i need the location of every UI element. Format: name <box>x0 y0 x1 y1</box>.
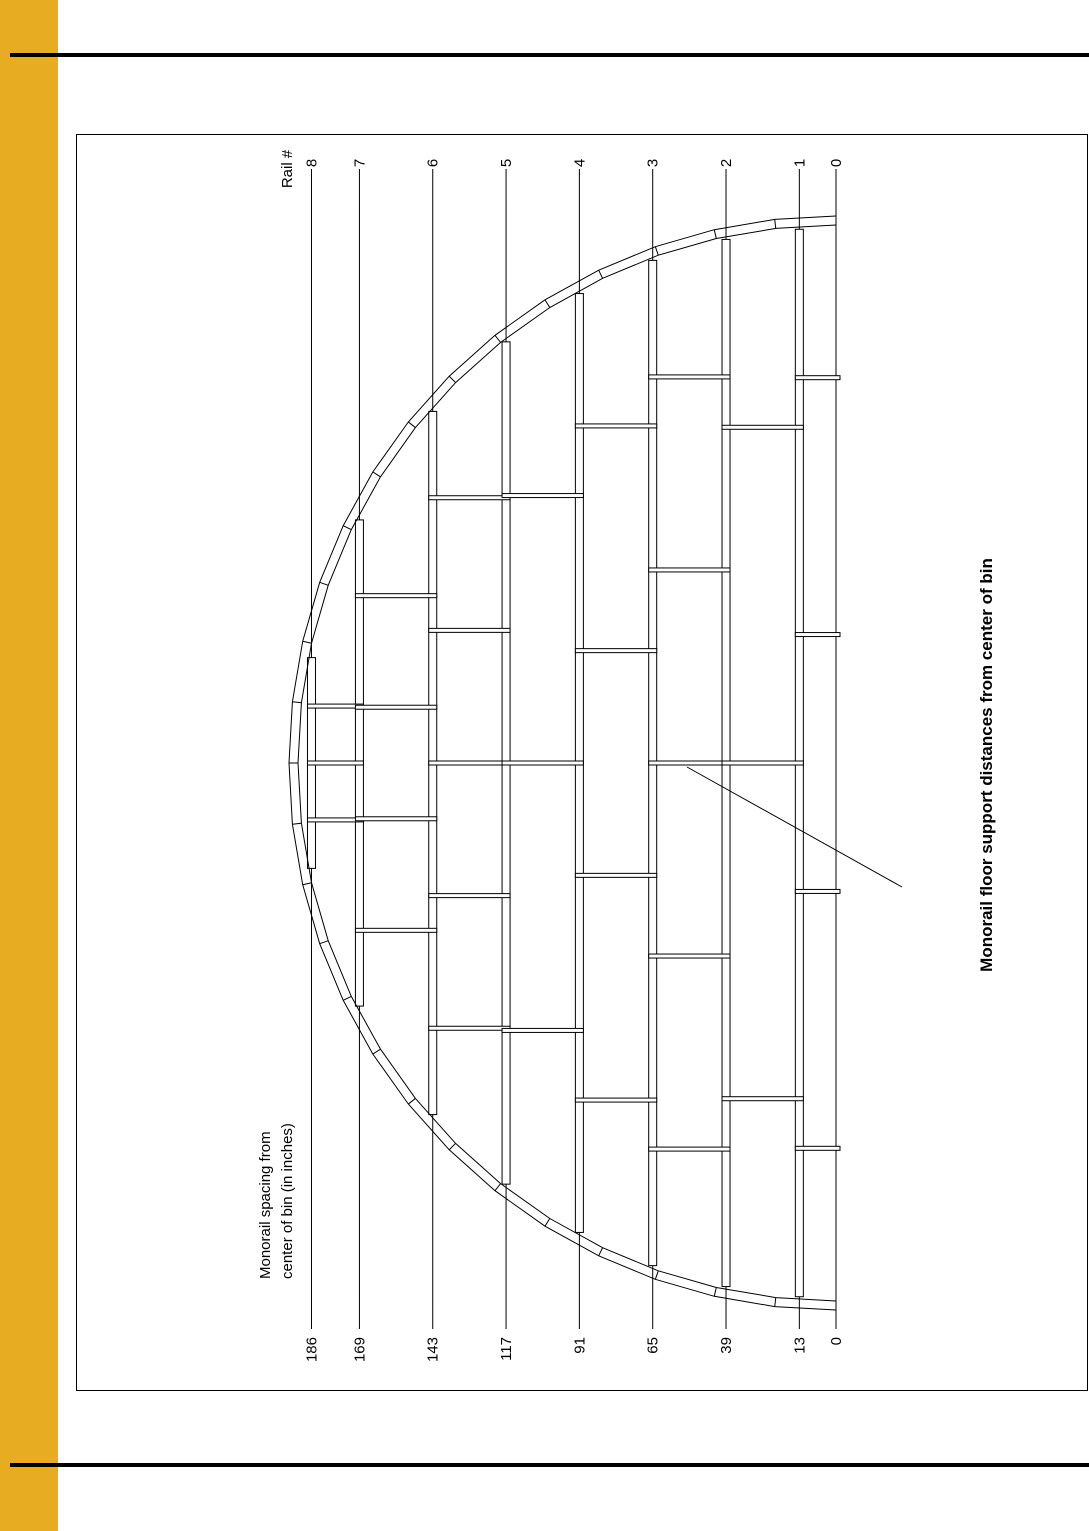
leader-lines <box>311 169 902 1329</box>
rail-spacing-label: 65 <box>644 1337 662 1354</box>
monorail-layout-diagram <box>77 135 1089 1392</box>
floor-support <box>795 1146 840 1150</box>
bin-wall-joint <box>655 247 658 255</box>
floor-support <box>722 761 803 765</box>
bin-wall-joint <box>775 1298 776 1307</box>
floor-support <box>502 494 583 498</box>
rail-number-label: 1 <box>791 158 809 168</box>
floor-support <box>722 1097 803 1101</box>
floor-support <box>649 375 730 379</box>
bin-wall-joint <box>714 1288 716 1297</box>
bin-wall-joint <box>449 1143 455 1149</box>
rail-spacing-label: 117 <box>498 1337 516 1361</box>
floor-support <box>649 761 730 765</box>
bin-wall-joint <box>343 996 351 1000</box>
rail-spacing-label: 186 <box>303 1337 321 1363</box>
bin-wall-joint <box>545 300 550 308</box>
rail-number-label: 2 <box>718 158 736 168</box>
bin-wall-joint <box>373 472 381 477</box>
bin-wall-joint <box>292 823 301 824</box>
bin-wall-joint <box>292 702 301 703</box>
bin-wall-joint <box>599 270 603 278</box>
floor-support <box>502 1028 583 1032</box>
bin-wall-joint <box>599 1248 603 1256</box>
labels <box>257 149 996 1362</box>
bin-wall-joint <box>303 641 312 643</box>
rail-spacing-label: 0 <box>828 1337 845 1346</box>
floor-support <box>649 568 730 572</box>
floor-support <box>429 496 510 500</box>
bin-wall-joint <box>320 941 328 944</box>
bin-wall-joint <box>373 1049 381 1054</box>
callout-label: Monorail floor support distances from center of bin <box>977 558 996 972</box>
floor-support <box>429 1026 510 1030</box>
rail-spacing-label: 143 <box>424 1337 442 1363</box>
bin-wall-joint <box>545 1219 550 1227</box>
rail-spacing-label: 169 <box>351 1337 369 1363</box>
bin-wall-joint <box>495 1184 501 1191</box>
floor-support <box>575 1098 656 1102</box>
floor-support <box>795 889 840 893</box>
rail-spacing-label: 91 <box>571 1337 589 1354</box>
rail-number-label: 7 <box>351 158 369 168</box>
bin-wall-joint <box>714 230 716 239</box>
floor-support <box>355 705 436 709</box>
floor-support <box>649 1147 730 1151</box>
rail-number-label: 4 <box>571 158 589 168</box>
spacing-header-line2: center of bin (in inches) <box>279 1123 296 1279</box>
footer-rule <box>10 1463 1089 1467</box>
bin-wall-joint <box>449 376 455 382</box>
floor-support <box>355 817 436 821</box>
floor-support <box>795 376 840 380</box>
bin-wall-joint <box>495 335 501 342</box>
bin-wall-joint <box>408 1098 415 1104</box>
floor-support <box>307 761 363 765</box>
rail-spacing-label: 39 <box>718 1337 736 1354</box>
floor-support <box>429 628 510 632</box>
floor-support <box>429 894 510 898</box>
bin-wall-joint <box>343 526 351 530</box>
rail-number-label: 3 <box>644 158 662 168</box>
spacing-header-line1: Monorail spacing from <box>257 1131 274 1279</box>
callout-leader <box>687 767 902 887</box>
floor-support <box>429 761 510 765</box>
rail-number-header: Rail # <box>279 149 296 189</box>
floor-support <box>502 761 583 765</box>
floor-support <box>575 424 656 428</box>
rail-number-label: 5 <box>498 158 516 168</box>
floor-support <box>722 425 803 429</box>
rail-number-label: 0 <box>828 158 845 168</box>
bin-wall-joint <box>320 582 328 585</box>
floor-support <box>575 873 656 877</box>
diagram-frame <box>76 134 1088 1391</box>
bin-wall-joint <box>775 219 776 228</box>
bin-wall-joint <box>655 1271 658 1279</box>
rail-number-label: 8 <box>303 158 321 168</box>
floor-supports <box>307 375 840 1151</box>
bin-wall-joint <box>303 883 312 885</box>
floor-support <box>575 649 656 653</box>
rail-number-label: 6 <box>424 158 442 168</box>
rails <box>307 203 836 1301</box>
floor-support <box>795 633 840 637</box>
floor-support <box>649 954 730 958</box>
rail-spacing-label: 13 <box>791 1337 809 1354</box>
bin-wall-joint <box>408 422 415 428</box>
header-rule <box>10 53 1089 57</box>
floor-support <box>355 928 436 932</box>
accent-band <box>0 0 58 1531</box>
floor-support <box>355 594 436 598</box>
